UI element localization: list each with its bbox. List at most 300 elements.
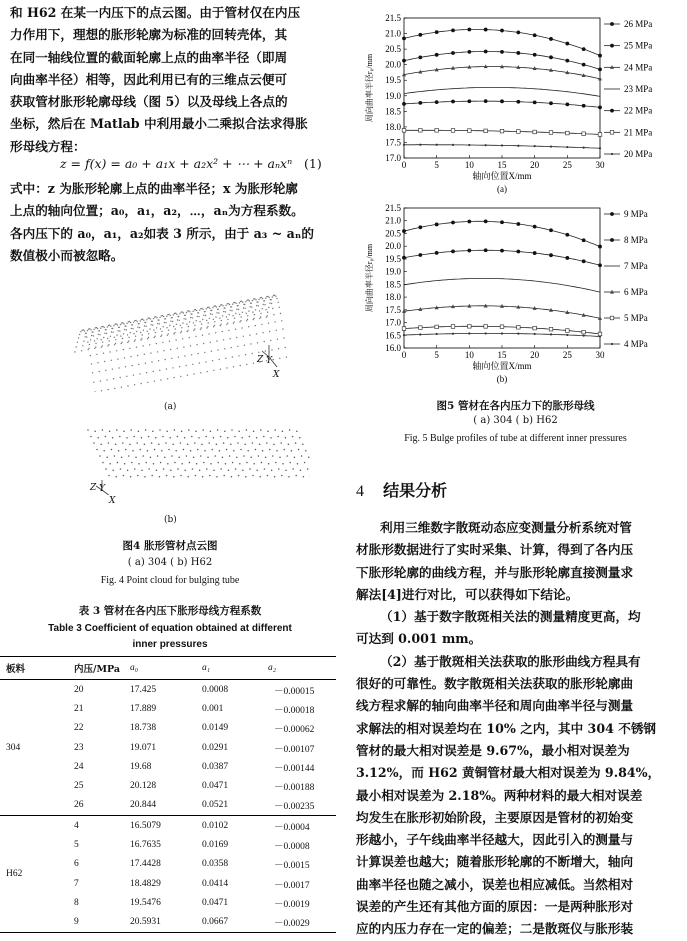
cloud-point xyxy=(149,328,150,329)
cloud-point xyxy=(141,437,143,439)
cloud-point xyxy=(262,332,263,333)
cloud-point xyxy=(303,476,305,478)
cloud-point xyxy=(171,317,172,318)
data-point xyxy=(598,67,602,71)
data-point xyxy=(549,101,553,105)
cloud-point xyxy=(153,318,154,319)
cloud-point xyxy=(128,340,129,341)
cloud-point xyxy=(125,325,126,326)
cloud-point xyxy=(253,363,254,364)
cloud-point xyxy=(234,318,235,319)
cloud-point xyxy=(150,324,151,325)
cloud-point xyxy=(109,430,111,432)
cloud-point xyxy=(136,442,138,444)
cloud-point xyxy=(184,437,186,439)
cloud-point xyxy=(121,456,123,458)
data-point xyxy=(517,333,519,335)
axis-label-y: Y xyxy=(99,484,105,494)
data-point xyxy=(598,54,602,58)
data-point xyxy=(533,100,537,104)
cloud-point xyxy=(173,314,174,315)
a2-cell: －0.00107 xyxy=(268,738,336,757)
data-point xyxy=(451,250,455,254)
cloud-point xyxy=(216,340,217,341)
cloud-point xyxy=(90,329,91,330)
cloud-point xyxy=(189,462,191,464)
cloud-point xyxy=(247,315,248,316)
data-point xyxy=(467,249,471,253)
data-point xyxy=(565,59,569,63)
cloud-point xyxy=(175,450,177,452)
cloud-point xyxy=(234,321,235,322)
cloud-point xyxy=(198,312,199,313)
cloud-point xyxy=(104,327,105,328)
title-line: inner pressures xyxy=(0,637,340,653)
y-tick-label: 20.5 xyxy=(385,44,401,54)
cloud-point xyxy=(102,342,103,343)
legend-marker xyxy=(610,212,614,216)
cloud-point xyxy=(116,323,117,324)
cloud-point xyxy=(218,312,219,313)
cloud-point xyxy=(83,329,84,330)
cloud-point xyxy=(115,443,117,445)
cloud-point xyxy=(213,319,214,320)
cloud-point xyxy=(279,456,281,458)
legend-marker xyxy=(611,343,613,345)
data-point xyxy=(500,129,504,133)
data-point xyxy=(516,222,520,226)
cloud-point xyxy=(259,318,260,319)
cloud-point xyxy=(187,331,188,332)
cloud-point xyxy=(142,319,143,320)
data-point xyxy=(467,28,471,32)
cloud-point xyxy=(89,328,90,329)
text-line: 应的内压力存在一定的偏差；二是散斑仪与胀形装 xyxy=(356,918,681,940)
cloud-point xyxy=(281,475,283,477)
cloud-point xyxy=(158,360,159,361)
cloud-point xyxy=(250,456,252,458)
a2-cell: －0.0015 xyxy=(268,855,336,874)
cloud-point xyxy=(144,476,146,478)
cloud-point xyxy=(130,476,132,478)
cloud-point xyxy=(246,462,248,464)
cloud-point xyxy=(280,442,282,444)
cloud-point xyxy=(174,332,175,333)
cloud-point xyxy=(206,320,207,321)
y-tick-label: 18.0 xyxy=(385,122,401,132)
cloud-point xyxy=(181,463,183,465)
text-line: 误差的产生还有其他方面的原因：一是两种胀形对 xyxy=(356,896,681,918)
cloud-point xyxy=(108,442,110,444)
legend-marker xyxy=(610,22,614,26)
cloud-point xyxy=(101,347,102,348)
cloud-point xyxy=(285,469,287,471)
a0-cell: 18.738 xyxy=(130,719,202,738)
cloud-point xyxy=(143,330,144,331)
cloud-point xyxy=(146,326,147,327)
data-point xyxy=(435,325,439,329)
data-point xyxy=(582,104,586,108)
cloud-point xyxy=(109,463,111,465)
cloud-point xyxy=(117,358,118,359)
cloud-point xyxy=(122,338,123,339)
cloud-point xyxy=(213,326,214,327)
cloud-point xyxy=(87,330,88,331)
cloud-point xyxy=(145,322,146,323)
cloud-point xyxy=(127,385,128,386)
cloud-point xyxy=(262,450,264,452)
cloud-point xyxy=(224,348,225,349)
cloud-point xyxy=(202,319,203,320)
cloud-point xyxy=(161,450,163,452)
text-line: 3.12%，而 H62 黄铜管材最大相对误差为 9.84%， xyxy=(356,762,681,784)
cloud-point xyxy=(182,322,183,323)
cloud-point xyxy=(276,450,278,452)
cloud-point xyxy=(245,308,246,309)
cloud-point xyxy=(283,449,285,451)
cloud-point xyxy=(88,348,89,349)
cloud-point xyxy=(271,303,272,304)
cloud-point xyxy=(265,350,266,351)
cloud-point xyxy=(86,336,87,337)
cloud-point xyxy=(175,328,176,329)
axis-label-x: X xyxy=(109,496,115,506)
cloud-point xyxy=(160,336,161,337)
cloud-point xyxy=(267,296,268,297)
cloud-point xyxy=(234,436,236,438)
cloud-point xyxy=(197,316,198,317)
cloud-point xyxy=(192,468,194,470)
cloud-point xyxy=(219,450,221,452)
cloud-point xyxy=(221,320,222,321)
a0-cell: 17.889 xyxy=(130,699,202,718)
cloud-point xyxy=(198,353,199,354)
cloud-point xyxy=(295,442,297,444)
cloud-point xyxy=(80,331,81,332)
cloud-point xyxy=(264,300,265,301)
a1-cell: 0.0169 xyxy=(202,835,268,854)
cloud-point xyxy=(189,311,190,312)
cloud-point xyxy=(140,339,141,340)
data-point xyxy=(500,29,504,33)
cloud-point xyxy=(288,443,290,445)
cloud-point xyxy=(274,321,275,322)
cloud-point xyxy=(114,455,116,457)
x-axis-label: 轴向位置X/mm xyxy=(472,170,531,181)
cloud-point xyxy=(155,316,156,317)
cloud-point xyxy=(269,449,271,451)
data-point xyxy=(566,131,570,135)
a2-cell: －0.00062 xyxy=(268,719,336,738)
cloud-point xyxy=(252,475,254,477)
cloud-point xyxy=(296,430,298,432)
cloud-point xyxy=(269,297,270,298)
cloud-point xyxy=(205,361,206,362)
cloud-point xyxy=(273,314,274,315)
cloud-point xyxy=(166,430,168,432)
data-point xyxy=(418,225,422,229)
legend-label: 6 MPa xyxy=(624,287,648,297)
cloud-point xyxy=(128,337,129,338)
cloud-point xyxy=(210,342,211,343)
cloud-point xyxy=(226,449,228,451)
cloud-point xyxy=(109,351,110,352)
cloud-point xyxy=(188,310,189,311)
cloud-point xyxy=(111,331,112,332)
cloud-point xyxy=(132,450,134,452)
data-point xyxy=(435,30,439,34)
cloud-point xyxy=(186,312,187,313)
data-point xyxy=(565,42,569,46)
cloud-point xyxy=(180,325,181,326)
cloud-point xyxy=(181,331,182,332)
cloud-point xyxy=(183,312,184,313)
cloud-point xyxy=(162,315,163,316)
a0-cell: 20.128 xyxy=(130,776,202,795)
cloud-point xyxy=(187,330,188,331)
y-tick-label: 17.5 xyxy=(385,305,401,315)
a1-cell: 0.001 xyxy=(202,699,268,718)
data-point xyxy=(582,132,586,136)
data-point xyxy=(534,333,536,335)
text-line: 各内压下的 a₀，a₁，a₂如表 3 所示，由于 a₃ ~ aₙ的 xyxy=(10,223,335,245)
series-line xyxy=(404,250,600,265)
a1-cell: 0.0667 xyxy=(202,913,268,932)
cloud-point xyxy=(117,462,119,464)
cloud-point xyxy=(96,354,97,355)
cloud-point xyxy=(259,443,261,445)
a2-cell: －0.0029 xyxy=(268,913,336,932)
cloud-point xyxy=(256,305,257,306)
cloud-point xyxy=(238,475,240,477)
legend-marker xyxy=(610,316,614,320)
cloud-point xyxy=(253,319,254,320)
cloud-point xyxy=(167,378,168,379)
data-point xyxy=(436,144,438,146)
cloud-point xyxy=(108,344,109,345)
text-line: 均发生在胀形初始阶段，主要原因是管材的初始变 xyxy=(356,807,681,829)
cloud-point xyxy=(168,314,169,315)
cloud-point xyxy=(186,365,187,366)
material-cell: H62 xyxy=(0,816,74,932)
cloud-point xyxy=(203,315,204,316)
cloud-point xyxy=(140,320,141,321)
cloud-point xyxy=(222,331,223,332)
section-number: 4 xyxy=(356,483,364,500)
data-point xyxy=(435,223,439,227)
cloud-point xyxy=(87,429,89,431)
table-header xyxy=(0,657,336,680)
cloud-point xyxy=(282,463,284,465)
cloud-point xyxy=(159,429,161,431)
cloud-point xyxy=(97,328,98,329)
cloud-point xyxy=(141,338,142,339)
legend-marker xyxy=(610,44,614,48)
cloud-point xyxy=(265,456,267,458)
data-point xyxy=(484,50,488,54)
cloud-point xyxy=(116,429,118,431)
cloud-point xyxy=(90,339,91,340)
cloud-point xyxy=(235,329,236,330)
cloud-point xyxy=(130,356,131,357)
cloud-point xyxy=(223,339,224,340)
cloud-point xyxy=(270,437,272,439)
equation: z = f(x) = a₀ + a₁x + a₂x² + ⋯ + aₙxⁿ xyxy=(60,156,292,171)
legend-marker xyxy=(610,238,614,242)
cloud-point xyxy=(152,324,153,325)
cloud-point xyxy=(281,320,282,321)
cloud-point xyxy=(163,350,164,351)
x-tick-label: 25 xyxy=(563,160,573,170)
data-point xyxy=(565,256,569,260)
data-point xyxy=(452,333,454,335)
cloud-point xyxy=(227,322,228,323)
text-line: 管材的最大相对误差是 9.67%，最小相对误差为 xyxy=(356,740,681,762)
cloud-point xyxy=(87,341,88,342)
data-point xyxy=(484,248,488,252)
cloud-point xyxy=(243,336,244,337)
cloud-point xyxy=(148,337,149,338)
text-line: 可达到 0.001 mm。 xyxy=(356,628,681,650)
cloud-point xyxy=(252,353,253,354)
cloud-point xyxy=(261,324,262,325)
cloud-point xyxy=(180,442,182,444)
cloud-point xyxy=(231,310,232,311)
cloud-point xyxy=(77,342,78,343)
cloud-point xyxy=(238,355,239,356)
data-point xyxy=(435,251,439,255)
cloud-point xyxy=(179,320,180,321)
pressure-cell: 23 xyxy=(74,738,130,757)
cloud-point xyxy=(255,309,256,310)
cloud-point xyxy=(130,322,131,323)
cloud-point xyxy=(263,436,265,438)
cloud-point xyxy=(96,449,98,451)
cloud-point xyxy=(121,342,122,343)
cloud-point xyxy=(205,315,206,316)
cloud-point xyxy=(150,352,151,353)
data-point xyxy=(419,326,423,330)
cloud-point xyxy=(100,443,102,445)
text-line: 形越小，子午线曲率半径越大，因此引入的测量与 xyxy=(356,829,681,851)
cloud-point xyxy=(183,346,184,347)
a0-cell: 17.4428 xyxy=(130,855,202,874)
cloud-point xyxy=(133,436,135,438)
cloud-point xyxy=(187,443,189,445)
cloud-point xyxy=(76,346,77,347)
pressure-cell: 5 xyxy=(74,835,130,854)
cloud-point xyxy=(126,376,127,377)
cloud-point xyxy=(256,469,258,471)
cloud-point xyxy=(156,343,157,344)
cloud-point xyxy=(267,312,268,313)
cloud-point xyxy=(219,317,220,318)
cloud-point xyxy=(169,325,170,326)
cloud-point xyxy=(133,374,134,375)
material-cell: 304 xyxy=(0,680,74,816)
cloud-point xyxy=(215,316,216,317)
cloud-point xyxy=(122,322,123,323)
y-tick-label: 19.5 xyxy=(385,75,401,85)
cloud-point xyxy=(168,449,170,451)
cloud-point xyxy=(229,304,230,305)
data-point xyxy=(435,100,439,104)
pressure-cell: 21 xyxy=(74,699,130,718)
cloud-point xyxy=(148,333,149,334)
data-point xyxy=(516,31,520,35)
cloud-point xyxy=(173,333,174,334)
cloud-point xyxy=(228,469,230,471)
cloud-point xyxy=(228,330,229,331)
cloud-point xyxy=(135,339,136,340)
cloud-point xyxy=(282,430,284,432)
cloud-point xyxy=(204,311,205,312)
cloud-point xyxy=(118,367,119,368)
a0-cell: 20.5931 xyxy=(130,913,202,932)
cloud-point xyxy=(171,358,172,359)
data-point xyxy=(583,147,585,149)
cloud-point xyxy=(120,377,121,378)
cloud-point xyxy=(212,360,213,361)
cloud-point xyxy=(132,324,133,325)
cloud-point xyxy=(103,353,104,354)
data-point xyxy=(419,333,421,335)
cloud-point xyxy=(265,309,266,310)
cloud-point xyxy=(170,469,172,471)
cloud-point xyxy=(203,462,205,464)
cloud-point xyxy=(272,455,274,457)
cloud-point xyxy=(166,327,167,328)
cloud-point xyxy=(156,327,157,328)
data-point xyxy=(468,144,470,146)
cloud-point xyxy=(240,320,241,321)
cloud-point xyxy=(138,364,139,365)
legend-label: 9 MPa xyxy=(624,209,648,219)
cloud-point xyxy=(261,297,262,298)
cloud-point xyxy=(104,333,105,334)
cloud-point xyxy=(208,442,210,444)
cloud-point xyxy=(191,354,192,355)
text-line: 形母线方程： xyxy=(10,136,335,158)
cloud-point xyxy=(127,469,129,471)
data-point xyxy=(566,334,568,336)
text-line: 数值极小而被忽略。 xyxy=(10,245,335,267)
cloud-point xyxy=(102,345,103,346)
data-point xyxy=(402,129,406,133)
cloud-point xyxy=(264,468,266,470)
cloud-point xyxy=(236,456,238,458)
cloud-point xyxy=(282,328,283,329)
cloud-point xyxy=(274,476,276,478)
cloud-point xyxy=(136,331,137,332)
cloud-point xyxy=(179,366,180,367)
cloud-point xyxy=(145,462,147,464)
cloud-point xyxy=(242,302,243,303)
cloud-point xyxy=(192,317,193,318)
data-point xyxy=(501,144,503,146)
cloud-point xyxy=(176,314,177,315)
cloud-point xyxy=(189,321,190,322)
cloud-point xyxy=(223,311,224,312)
cloud-point xyxy=(292,468,294,470)
data-point xyxy=(418,101,422,105)
cloud-point xyxy=(138,430,140,432)
cloud-point xyxy=(190,450,192,452)
pressure-cell: 22 xyxy=(74,719,130,738)
section-title: 结果分析 xyxy=(383,481,447,500)
data-point xyxy=(582,238,586,242)
cloud-point xyxy=(160,379,161,380)
